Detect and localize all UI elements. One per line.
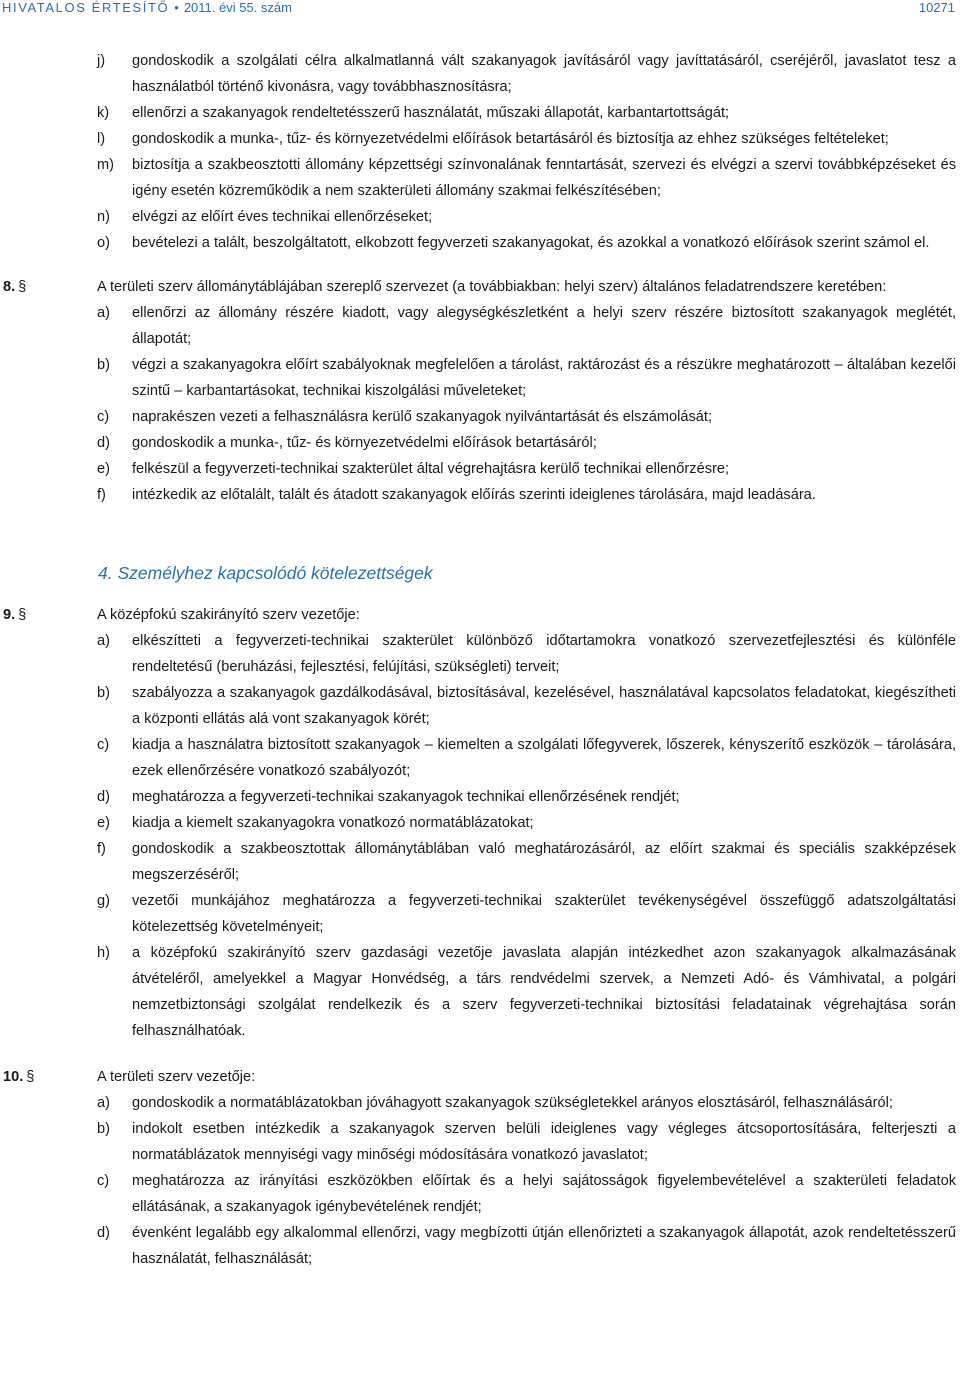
item-text: bevételezi a talált, beszolgáltatott, elkobzott fegyverzeti szakanyagokat, és azokkal a vonatkozó előírások szerint számol el. — [132, 235, 930, 251]
item-text: gondoskodik a munka-, tűz- és környezetvédelmi előírások betartásáról és biztosítja az ehhez szükséges feltételeket; — [132, 131, 889, 147]
list-item-g — [0, 888, 960, 940]
item-label: b) — [97, 1121, 110, 1137]
item-label: b) — [97, 357, 110, 373]
list-item-a — [0, 628, 960, 680]
section-number: 10. § — [3, 1069, 35, 1085]
item-label: j) — [97, 53, 106, 69]
bullet-separator: • — [174, 0, 179, 15]
item-label: c) — [97, 409, 110, 425]
chapter-heading: 4. Személyhez kapcsolódó kötelezettségek — [98, 563, 433, 583]
item-label: h) — [97, 945, 110, 961]
section-8 — [0, 274, 960, 508]
item-text: intézkedik az előtalált, talált és átadott szakanyagok előírás szerinti ideiglenes tárolására, majd leadására. — [132, 487, 816, 503]
item-label: a) — [97, 305, 110, 321]
section-intro — [0, 274, 960, 300]
item-text: naprakészen vezeti a felhasználásra kerülő szakanyagok nyilvántartását és elszámolását; — [132, 409, 713, 425]
document-body — [0, 48, 960, 1272]
issue-label: 2011. évi 55. szám — [183, 0, 292, 15]
list-block-1 — [0, 48, 960, 256]
item-label: a) — [97, 633, 110, 649]
paragraph-sign: § — [18, 607, 27, 623]
item-label: d) — [97, 1225, 110, 1241]
item-text: végzi a szakanyagokra előírt szabályoknak megfelelően a tárolást, raktározást és a részükre meghatározott – általában kezelői szintű – karbantartásokat, technikai kiszolgálási műveleteket; — [132, 357, 956, 399]
page-header — [0, 0, 960, 18]
item-text: gondoskodik a szakbeosztottak állománytáblában való meghatározásáról, az előírt szakmai és speciális szakképzések megszerzéséről; — [132, 841, 956, 883]
section-text: A területi szerv vezetője: — [97, 1069, 256, 1085]
list-item-k — [0, 100, 960, 126]
list-item-f — [0, 482, 960, 508]
item-text: indokolt esetben intézkedik a szakanyagok szerven belüli ideiglenes vagy végleges átcsoportosítására, felterjeszti a normatáblázatok mennyiségi vagy minőségi módosítására vonatkozó javaslatot; — [132, 1121, 956, 1163]
item-label: f) — [97, 841, 106, 857]
page-number: 10271 — [918, 0, 955, 15]
list-item-e — [0, 810, 960, 836]
item-label: e) — [97, 461, 110, 477]
section-9 — [0, 602, 960, 1044]
item-text: vezetői munkájához meghatározza a fegyverzeti-technikai szakterület tevékenységével összefüggő adatszolgáltatási kötelezettség követelményeit; — [132, 893, 956, 935]
item-text: a középfokú szakirányító szerv gazdasági vezetője javaslata alapján intézkedhet azon szakanyagok alkalmazásának átvételéről, amelyekkel a Magyar Honvédség, a társ rendvédelmi szervek, a Nemzeti Adó- és Vámhivatal, a polgári nemzetbiztonsági szolgálat rendelkezik és a szerv fegyverzeti-technikai biztosítási feladatainak végrehajtása során felhasználhatóak. — [132, 945, 956, 1039]
list-item-b — [0, 680, 960, 732]
item-text: ellenőrzi a szakanyagok rendeltetésszerű használatát, műszaki állapotát, karbantartottságát; — [132, 105, 730, 121]
item-text: biztosítja a szakbeosztotti állomány képzettségi színvonalának fenntartását, szervezi és elvégzi a szervi továbbképzéseket és igény esetén közreműködik a nem szakterületi állomány szakmai felkészítésében; — [132, 157, 956, 199]
item-text: meghatározza az irányítási eszközökben előírtak és a helyi sajátosságok figyelembevételével a szakterületi feladatok ellátásának, a szakanyagok igénybevételének rendjét; — [132, 1173, 956, 1215]
section-text: A középfokú szakirányító szerv vezetője: — [97, 607, 360, 623]
item-label: e) — [97, 815, 110, 831]
item-text: elkészítteti a fegyverzeti-technikai szakterület különböző időtartamokra vonatkozó szervezetfejlesztési és különféle rendeltetésű (beruházási, fejlesztési, felújítási, szükségleti) terveit; — [132, 633, 956, 675]
list-item-f — [0, 836, 960, 888]
list-item-b — [0, 352, 960, 404]
list-item-d — [0, 1220, 960, 1272]
list-item-a — [0, 1090, 960, 1116]
list-item-a — [0, 300, 960, 352]
item-label: k) — [97, 105, 110, 121]
list-item-c — [0, 404, 960, 430]
paragraph-sign: § — [18, 279, 27, 295]
list-item-n — [0, 204, 960, 230]
item-text: kiadja a kiemelt szakanyagokra vonatkozó normatáblázatokat; — [132, 815, 534, 831]
publication-title: HIVATALOS ÉRTESÍTŐ — [2, 0, 170, 15]
section-intro — [0, 1064, 960, 1090]
list-item-m — [0, 152, 960, 204]
publication-info — [2, 0, 292, 15]
item-label: n) — [97, 209, 110, 225]
item-text: gondoskodik a szolgálati célra alkalmatlanná vált szakanyagok javításáról vagy javíttatásáról, cseréjéről, javaslatot tesz a használatból történő kivonásra, vagy továbbhasznosításra; — [132, 53, 956, 95]
item-text: meghatározza a fegyverzeti-technikai szakanyagok technikai ellenőrzésének rendjét; — [132, 789, 680, 805]
item-text: gondoskodik a munka-, tűz- és környezetvédelmi előírások betartásáról; — [132, 435, 597, 451]
list-item-e — [0, 456, 960, 482]
item-label: o) — [97, 235, 110, 251]
item-text: évenként legalább egy alkalommal ellenőrzi, vagy megbízotti útján ellenőrizteti a szakanyagok állapotát, azok rendeltetésszerű használatát, felhasználását; — [132, 1225, 956, 1267]
item-label: a) — [97, 1095, 110, 1111]
list-item-j — [0, 48, 960, 100]
section-intro — [0, 602, 960, 628]
item-label: l) — [97, 131, 106, 147]
item-text: felkészül a fegyverzeti-technikai szakterület által végrehajtásra kerülő technikai ellenőrzésre; — [132, 461, 730, 477]
item-label: c) — [97, 1173, 110, 1189]
item-text: elvégzi az előírt éves technikai ellenőrzéseket; — [132, 209, 433, 225]
item-text: ellenőrzi az állomány részére kiadott, vagy alegységkészletként a helyi szerv részére biztosított szakanyagok meglétét, állapotát; — [132, 305, 956, 347]
item-label: c) — [97, 737, 110, 753]
list-item-d — [0, 430, 960, 456]
item-label: b) — [97, 685, 110, 701]
item-text: kiadja a használatra biztosított szakanyagok – kiemelten a szolgálati lőfegyverek, lőszerek, kényszerítő eszközök – tárolására, ezek ellenőrzésére vonatkozó szabályozót; — [132, 737, 956, 779]
section-number: 9. § — [3, 607, 27, 623]
item-label: m) — [97, 157, 115, 173]
section-text: A területi szerv állománytáblájában szereplő szervezet (a továbbiakban: helyi szerv) általános feladatrendszere keretében: — [97, 279, 887, 295]
list-item-h — [0, 940, 960, 1044]
list-item-b — [0, 1116, 960, 1168]
item-label: d) — [97, 435, 110, 451]
item-label: g) — [97, 893, 110, 909]
item-label: d) — [97, 789, 110, 805]
list-item-c — [0, 732, 960, 784]
list-item-l — [0, 126, 960, 152]
list-item-c — [0, 1168, 960, 1220]
item-text: szabályozza a szakanyagok gazdálkodásával, biztosításával, kezelésével, használatával kapcsolatos feladatokat, kiegészítheti a központi ellátás alá vont szakanyagok körét; — [132, 685, 956, 727]
item-label: f) — [97, 487, 106, 503]
list-item-d — [0, 784, 960, 810]
item-text: gondoskodik a normatáblázatokban jóváhagyott szakanyagok szükségletekkel arányos elosztásáról, felhasználásáról; — [132, 1095, 893, 1111]
section-number: 8. § — [3, 279, 27, 295]
section-10 — [0, 1064, 960, 1272]
list-item-o — [0, 230, 960, 256]
paragraph-sign: § — [26, 1069, 35, 1085]
